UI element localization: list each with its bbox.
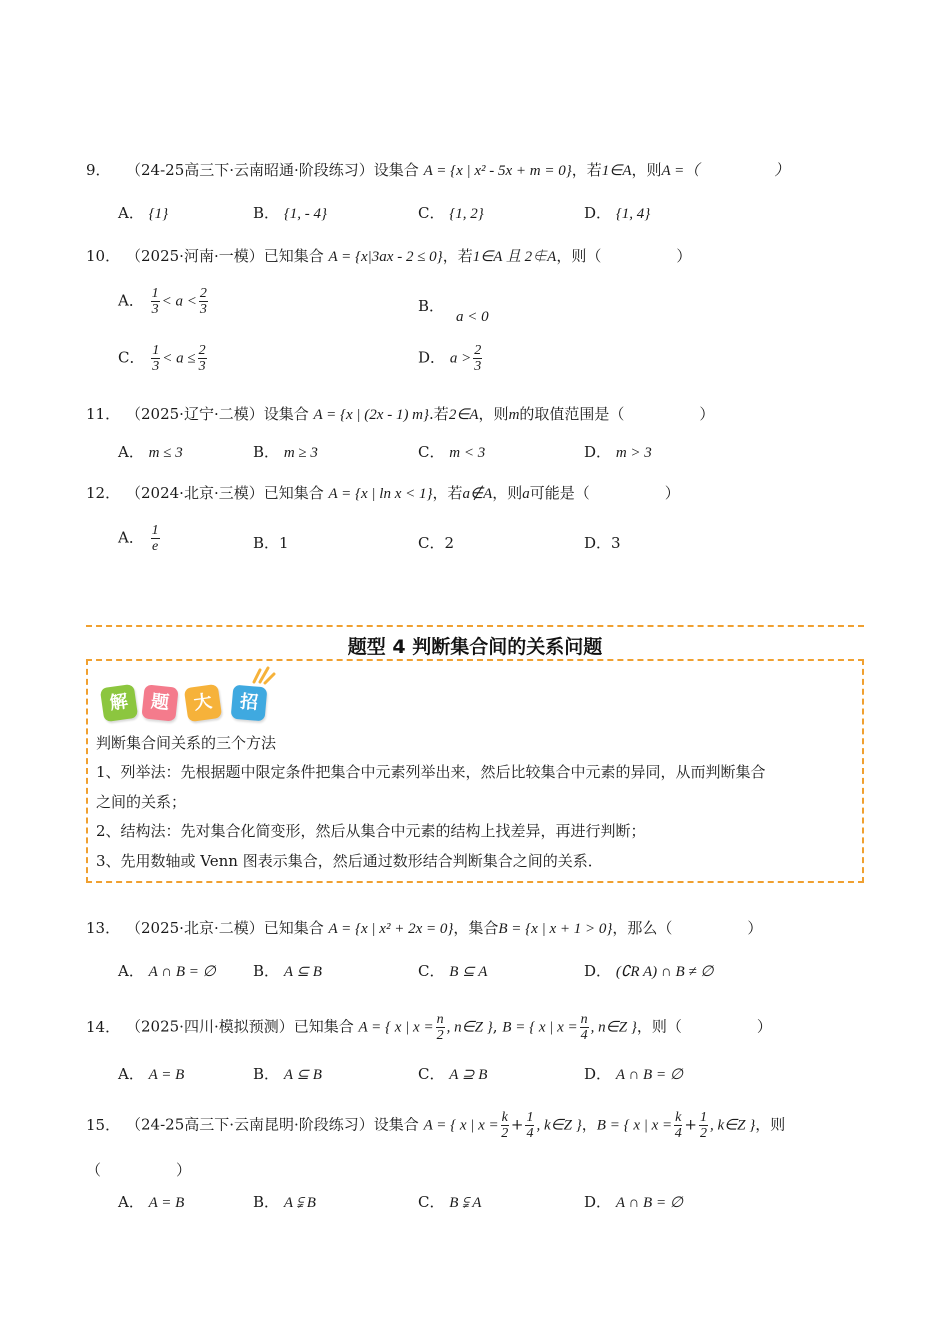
option-label: C． xyxy=(418,443,445,461)
answer-blank: A =（ ） xyxy=(661,163,790,179)
option-label: A． xyxy=(118,528,144,547)
set-expression: , n∈Z } xyxy=(590,1019,637,1036)
tip-line: 3、先用数轴或 Venn 图表示集合，然后通过数形结合判断集合之间的关系． xyxy=(96,852,603,870)
set-expression: A = {x | x² + 2x = 0} xyxy=(328,921,454,937)
option-value: {1, 2} xyxy=(449,206,484,222)
denominator: 2 xyxy=(699,1126,707,1141)
numerator: k xyxy=(501,1110,508,1125)
denominator: 3 xyxy=(199,302,207,317)
stem-connector: 的取值范围是（ ） xyxy=(519,405,715,423)
option-c[interactable] xyxy=(418,1064,487,1085)
numerator: 1 xyxy=(526,1110,534,1125)
condition: 1∈A xyxy=(601,163,632,179)
question-13 xyxy=(86,918,762,939)
option-label: D． xyxy=(584,204,612,222)
stem-connector: ，若 xyxy=(432,484,463,502)
option-label: C． xyxy=(118,348,145,367)
question-number: 13． xyxy=(86,919,121,937)
set-expression: , k∈Z } xyxy=(536,1117,582,1134)
sparkle-icon xyxy=(250,664,276,686)
option-value: a > xyxy=(449,350,472,367)
question-stem: （2025·北京·二模）已知集合 xyxy=(126,919,324,937)
condition: 1∈A 且 2∉A xyxy=(472,249,557,265)
option-b[interactable] xyxy=(253,203,327,224)
question-number: 10． xyxy=(86,247,121,265)
question-stem: （2025·河南·一模）已知集合 xyxy=(126,247,324,265)
option-value: A = B xyxy=(148,1067,185,1083)
stem-connector: ，若 xyxy=(442,247,473,265)
stem-connector: ，则 xyxy=(631,161,662,179)
option-c[interactable] xyxy=(418,961,487,982)
set-expression: A = {x|3ax - 2 ≤ 0} xyxy=(328,249,443,265)
question-10 xyxy=(86,246,691,267)
option-a[interactable] xyxy=(118,442,183,463)
question-stem: （24-25高三下·云南昭通·阶段练习）设集合 xyxy=(126,161,419,179)
option-label: A． xyxy=(118,1065,144,1083)
denominator: 3 xyxy=(152,359,160,374)
question-number: 12． xyxy=(86,484,121,502)
stem-connector: ，则（ ） xyxy=(556,247,692,265)
numerator: n xyxy=(436,1012,444,1027)
option-label: B． xyxy=(253,534,280,552)
option-label: D． xyxy=(584,534,612,552)
option-c[interactable] xyxy=(118,343,209,374)
set-expression: B = {x | x + 1 > 0} xyxy=(498,921,613,937)
question-number: 11． xyxy=(86,405,121,423)
option-value: A ∩ B = ∅ xyxy=(615,1067,683,1083)
stem-connector: ，那么（ ） xyxy=(612,919,763,937)
question-stem: （2025·辽宁·二模）设集合 xyxy=(126,405,309,423)
question-12 xyxy=(86,483,680,504)
option-value: {1} xyxy=(148,206,169,222)
denominator: 3 xyxy=(151,302,159,317)
numerator: 1 xyxy=(152,343,160,358)
stem-connector: ，集合 xyxy=(453,919,499,937)
stem-connector: ，则 xyxy=(492,484,523,502)
set-expression: A = {x | ln x < 1} xyxy=(328,486,433,502)
option-label: A． xyxy=(118,1193,144,1211)
option-a[interactable] xyxy=(118,203,168,224)
option-a[interactable] xyxy=(118,961,216,982)
operator: + xyxy=(510,1115,524,1134)
numerator: 1 xyxy=(699,1110,707,1125)
option-label: A． xyxy=(118,291,144,310)
option-label: D． xyxy=(418,348,446,367)
variable: m xyxy=(508,407,520,423)
option-b[interactable] xyxy=(418,296,489,325)
fraction xyxy=(151,343,160,374)
option-d[interactable] xyxy=(584,533,621,553)
option-label: C． xyxy=(418,962,445,980)
badge-da: 大 xyxy=(184,684,222,722)
numerator: n xyxy=(580,1012,588,1027)
fraction xyxy=(699,1110,708,1141)
question-15 xyxy=(86,1110,785,1141)
option-d[interactable] xyxy=(584,442,652,463)
question-number: 15． xyxy=(86,1115,121,1134)
option-value: 1 xyxy=(279,534,289,552)
fraction xyxy=(151,286,160,317)
set-expression: A = { x | x = xyxy=(358,1019,434,1036)
option-a[interactable] xyxy=(118,286,210,317)
option-d[interactable] xyxy=(418,343,484,374)
stem-connector: .若 xyxy=(429,405,449,423)
question-9 xyxy=(86,160,789,181)
option-value: {1, - 4} xyxy=(283,206,328,222)
option-d[interactable] xyxy=(584,1064,683,1085)
option-label: B． xyxy=(253,1065,280,1083)
option-b[interactable] xyxy=(253,442,318,463)
option-label: C． xyxy=(418,1193,445,1211)
option-b[interactable] xyxy=(253,1064,322,1085)
tip-line: 判断集合间关系的三个方法 xyxy=(96,734,277,752)
option-value: m < 3 xyxy=(449,445,486,461)
numerator: k xyxy=(675,1110,682,1125)
option-value: {1, 4} xyxy=(615,206,651,222)
condition: 2∈A xyxy=(448,407,479,423)
tip-line: 2、结构法：先对集合化简变形，然后从集合中元素的结构上找差异，再进行判断； xyxy=(96,822,646,840)
option-label: D． xyxy=(584,443,612,461)
option-value: (∁R A) ∩ B ≠ ∅ xyxy=(615,964,714,980)
denominator: 2 xyxy=(501,1126,509,1141)
set-expression: A = {x | (2x - 1) m} xyxy=(313,407,430,423)
option-label: A． xyxy=(118,443,144,461)
option-value: A ⊇ B xyxy=(449,1067,488,1083)
option-c[interactable] xyxy=(418,442,485,463)
set-expression: A = { x | x = xyxy=(423,1117,499,1134)
denominator: 3 xyxy=(474,359,482,374)
option-label: B． xyxy=(253,962,280,980)
option-a[interactable] xyxy=(118,1064,184,1085)
question-stem: （2024·北京·三模）已知集合 xyxy=(126,484,324,502)
numerator: 1 xyxy=(151,523,159,538)
option-c[interactable] xyxy=(418,203,484,224)
section-divider xyxy=(86,625,864,627)
option-label: A． xyxy=(118,204,144,222)
question-number: 14． xyxy=(86,1017,121,1036)
option-label: D． xyxy=(584,1193,612,1211)
badge-jie: 解 xyxy=(100,684,138,722)
option-value: < a ≤ xyxy=(162,350,196,367)
condition: a∉A xyxy=(462,486,493,502)
fraction xyxy=(436,1012,445,1043)
option-label: B． xyxy=(253,204,280,222)
option-c[interactable] xyxy=(418,1192,481,1213)
set-expression: B = { x | x = xyxy=(596,1117,673,1134)
option-label: B． xyxy=(253,1193,280,1211)
option-label: C． xyxy=(418,1065,445,1083)
option-label: C． xyxy=(418,204,445,222)
stem-connector: , xyxy=(492,1017,503,1036)
answer-blank: （ ） xyxy=(86,1161,192,1179)
fraction xyxy=(580,1012,589,1043)
numerator: 1 xyxy=(151,286,159,301)
denominator: 4 xyxy=(526,1126,534,1141)
option-value: m ≥ 3 xyxy=(283,445,318,461)
question-11 xyxy=(86,404,714,425)
option-value: 2 xyxy=(444,534,455,552)
stem-connector: 可能是（ ） xyxy=(529,484,680,502)
option-value: A = B xyxy=(148,1195,185,1211)
badge-zhao: 招 xyxy=(231,685,268,722)
tip-line: 1、列举法：先根据题中限定条件把集合中元素列举出来，然后比较集合中元素的异同，从而判断集合 xyxy=(96,763,766,781)
option-a[interactable] xyxy=(118,1192,184,1213)
question-stem: （2025·四川·模拟预测）已知集合 xyxy=(126,1017,354,1036)
fraction xyxy=(473,343,482,374)
set-expression: A = {x | x² - 5x + m = 0} xyxy=(423,163,572,179)
option-label: A． xyxy=(118,962,144,980)
fraction xyxy=(198,343,207,374)
option-value: a < 0 xyxy=(456,309,489,325)
stem-connector: ， xyxy=(581,1115,597,1134)
option-value: A ⊆ B xyxy=(283,1067,322,1083)
option-d[interactable] xyxy=(584,961,713,982)
badge-ti: 题 xyxy=(141,684,178,721)
option-b[interactable] xyxy=(253,961,322,982)
option-label: D． xyxy=(584,1065,612,1083)
option-value: A ⫋ B xyxy=(283,1195,316,1211)
numerator: 2 xyxy=(474,343,482,358)
option-d[interactable] xyxy=(584,1192,683,1213)
option-a[interactable] xyxy=(118,523,162,554)
stem-connector: ，若 xyxy=(571,161,602,179)
stem-connector: ，则 xyxy=(478,405,509,423)
option-value: B ⫋ A xyxy=(449,1195,482,1211)
option-label: C． xyxy=(418,534,445,552)
option-value: < a < xyxy=(161,293,197,310)
numerator: 2 xyxy=(199,286,207,301)
section-title: 题型 4 判断集合间的关系问题 xyxy=(347,636,603,658)
set-expression: B = { x | x = xyxy=(502,1019,578,1036)
stem-connector: ，则（ ） xyxy=(636,1017,772,1036)
option-value: A ⊆ B xyxy=(283,964,322,980)
fraction xyxy=(501,1110,509,1141)
option-b[interactable] xyxy=(253,1192,316,1213)
option-label: B． xyxy=(418,297,445,315)
fraction xyxy=(151,523,160,554)
set-expression: , n∈Z } xyxy=(446,1019,493,1036)
option-c[interactable] xyxy=(418,533,454,553)
denominator: 4 xyxy=(674,1126,682,1141)
question-number: 9． xyxy=(86,161,111,179)
option-value: A ∩ B = ∅ xyxy=(615,1195,683,1211)
set-expression: , k∈Z } xyxy=(709,1117,756,1134)
fraction xyxy=(525,1110,534,1141)
numerator: 2 xyxy=(198,343,206,358)
fraction xyxy=(199,286,208,317)
option-value: m > 3 xyxy=(615,445,652,461)
fraction xyxy=(674,1110,682,1141)
option-d[interactable] xyxy=(584,203,650,224)
question-14 xyxy=(86,1012,772,1043)
variable: a xyxy=(522,486,530,502)
denominator: e xyxy=(152,539,159,554)
question-stem: （24-25高三下·云南昆明·阶段练习）设集合 xyxy=(126,1115,419,1134)
option-value: m ≤ 3 xyxy=(148,445,183,461)
denominator: 3 xyxy=(198,359,206,374)
option-b[interactable] xyxy=(253,533,289,553)
tip-line: 之间的关系； xyxy=(96,793,187,811)
denominator: 4 xyxy=(580,1028,588,1043)
denominator: 2 xyxy=(436,1028,444,1043)
option-label: B． xyxy=(253,443,280,461)
operator: + xyxy=(684,1115,697,1134)
option-value: B ⊆ A xyxy=(449,964,488,980)
stem-connector: ，则 xyxy=(755,1115,786,1134)
option-value: 3 xyxy=(611,534,621,552)
option-label: D． xyxy=(584,962,612,980)
option-value: A ∩ B = ∅ xyxy=(148,964,216,980)
